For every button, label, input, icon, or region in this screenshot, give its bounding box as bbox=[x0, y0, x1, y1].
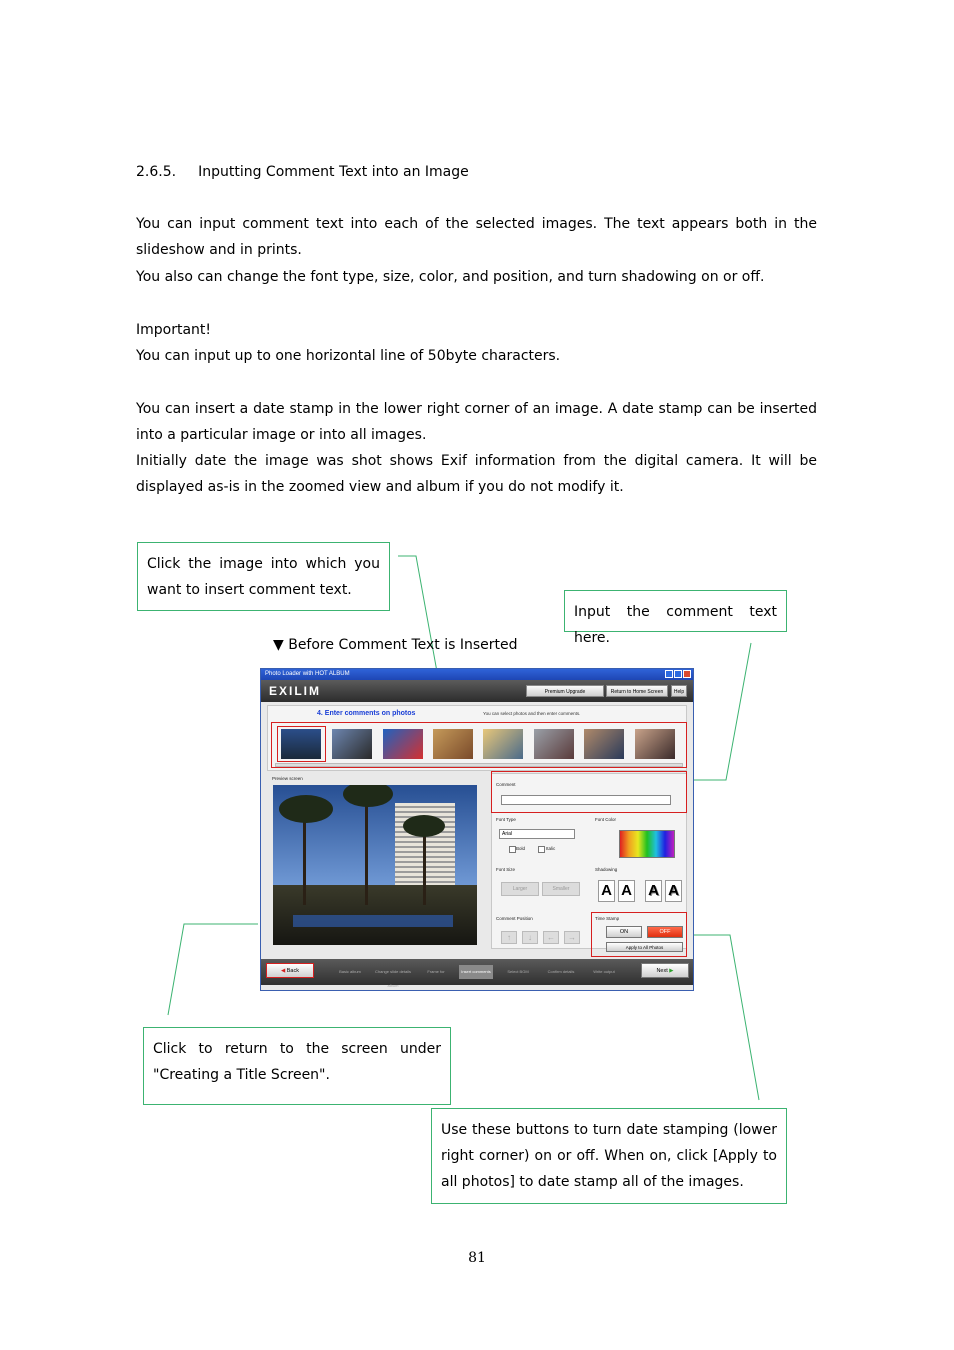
shadow-option[interactable]: A bbox=[598, 880, 615, 902]
photo-thumbnail[interactable] bbox=[483, 729, 523, 759]
exif-paragraph: Initially date the image was shot shows Exif information from the digital camera. It will be displayed as-is in the zoomed view and album if you do not modify it. bbox=[136, 453, 817, 495]
section-title: Inputting Comment Text into an Image bbox=[198, 164, 469, 180]
callout-date-stamp: Use these buttons to turn date stamping (lower right corner) on or off. When on, click [Apply to all photos] to date stamp all of the images. bbox=[431, 1108, 787, 1204]
options-paragraph: You also can change the font type, size, color, and position, and turn shadowing on or off. bbox=[136, 269, 765, 285]
photo-thumbnail[interactable] bbox=[534, 729, 574, 759]
footer-step: Frame for bbox=[427, 969, 445, 974]
font-color-label: Font Color bbox=[595, 817, 617, 822]
next-button[interactable] bbox=[641, 963, 689, 978]
photo-thumbnail[interactable] bbox=[584, 729, 624, 759]
maximize-icon[interactable] bbox=[674, 670, 682, 678]
footer-step: Basic album bbox=[339, 969, 361, 974]
return-home-button[interactable]: Return to Home Screen bbox=[606, 685, 668, 697]
shadow-option[interactable]: A bbox=[645, 880, 662, 902]
help-button[interactable]: Help bbox=[671, 685, 687, 697]
italic-label: Italic bbox=[546, 846, 556, 851]
selected-thumbnail-highlight bbox=[277, 726, 326, 762]
comment-input[interactable] bbox=[501, 795, 671, 805]
font-color-palette[interactable] bbox=[619, 830, 675, 858]
next-arrow-icon: ▶ bbox=[669, 968, 674, 974]
photo-thumbnail[interactable] bbox=[332, 729, 372, 759]
section-heading bbox=[136, 159, 469, 185]
step-footer bbox=[261, 959, 693, 988]
important-label: Important! bbox=[136, 322, 212, 338]
photo-thumbnail[interactable] bbox=[635, 729, 675, 759]
move-left-button[interactable]: ← bbox=[543, 931, 559, 944]
move-down-button[interactable]: ↓ bbox=[522, 931, 538, 944]
move-right-button[interactable]: → bbox=[564, 931, 580, 944]
bold-checkbox[interactable] bbox=[509, 846, 516, 853]
footer-step: Change slide details album bbox=[374, 969, 412, 988]
shadow-option[interactable]: A bbox=[665, 880, 682, 902]
exilim-logo: EXILIM bbox=[269, 684, 322, 698]
move-up-button[interactable]: ↑ bbox=[501, 931, 517, 944]
preview-label: Preview screen bbox=[272, 776, 303, 781]
bold-label: Bold bbox=[516, 846, 526, 851]
callout-return: Click to return to the screen under "Creating a Title Screen". bbox=[143, 1027, 451, 1105]
important-text: You can input up to one horizontal line of 50byte characters. bbox=[136, 348, 561, 364]
font-type-select[interactable]: Arial bbox=[499, 829, 575, 839]
close-icon[interactable] bbox=[683, 670, 691, 678]
footer-step: Confirm details bbox=[547, 969, 575, 974]
step-hint: You can select photos and then enter comments. bbox=[483, 711, 581, 716]
preview-image bbox=[273, 785, 477, 945]
window-titlebar bbox=[261, 669, 693, 680]
font-type-label: Font Type bbox=[496, 817, 516, 822]
photo-thumbnail[interactable] bbox=[433, 729, 473, 759]
page-number: 81 bbox=[468, 1250, 486, 1266]
photo-thumbnail[interactable] bbox=[383, 729, 423, 759]
comment-highlight bbox=[491, 771, 687, 813]
footer-step: Select BGM bbox=[507, 969, 529, 974]
minimize-icon[interactable] bbox=[665, 670, 673, 678]
window-title: Photo Loader with HOT ALBUM bbox=[265, 671, 350, 677]
comment-label: Comment bbox=[496, 782, 516, 787]
shadow-option[interactable]: A bbox=[618, 880, 635, 902]
date-stamp-paragraph: You can insert a date stamp in the lower right corner of an image. A date stamp can be inserted into a particular image or into all images. bbox=[136, 401, 817, 443]
callout-input-comment: Input the comment text here. bbox=[564, 590, 787, 632]
italic-checkbox[interactable] bbox=[538, 846, 545, 853]
footer-step-current: Insert comments bbox=[459, 965, 493, 979]
next-label: Next bbox=[656, 968, 668, 974]
step-title: 4. Enter comments on photos bbox=[317, 710, 416, 717]
back-arrow-icon: ◀ bbox=[281, 968, 286, 974]
app-header bbox=[261, 680, 693, 702]
app-screenshot bbox=[260, 668, 694, 991]
premium-upgrade-button[interactable]: Premium Upgrade bbox=[526, 685, 604, 697]
thumbnail-scrollbar[interactable] bbox=[275, 763, 683, 767]
figure-caption: ▼ Before Comment Text is Inserted bbox=[273, 637, 518, 653]
time-stamp-on-button[interactable]: ON bbox=[606, 926, 642, 938]
shadowing-label: Shadowing bbox=[595, 867, 618, 872]
footer-step: Write output bbox=[593, 969, 615, 974]
back-label: Back bbox=[286, 968, 299, 974]
section-number: 2.6.5. bbox=[136, 164, 177, 180]
intro-paragraph: You can input comment text into each of the selected images. The text appears both in the slideshow and in prints. bbox=[136, 216, 817, 258]
apply-all-photos-button[interactable]: Apply to All Photos bbox=[606, 942, 683, 952]
time-stamp-label: Time Stamp bbox=[595, 916, 620, 921]
comment-position-label: Comment Position bbox=[496, 916, 533, 921]
font-size-label: Font Size bbox=[496, 867, 516, 872]
callout-click-image: Click the image into which you want to insert comment text. bbox=[137, 542, 390, 611]
larger-button[interactable]: Larger bbox=[501, 882, 539, 896]
back-button[interactable] bbox=[266, 963, 314, 978]
smaller-button[interactable]: Smaller bbox=[542, 882, 580, 896]
time-stamp-off-button[interactable]: OFF bbox=[647, 926, 683, 938]
